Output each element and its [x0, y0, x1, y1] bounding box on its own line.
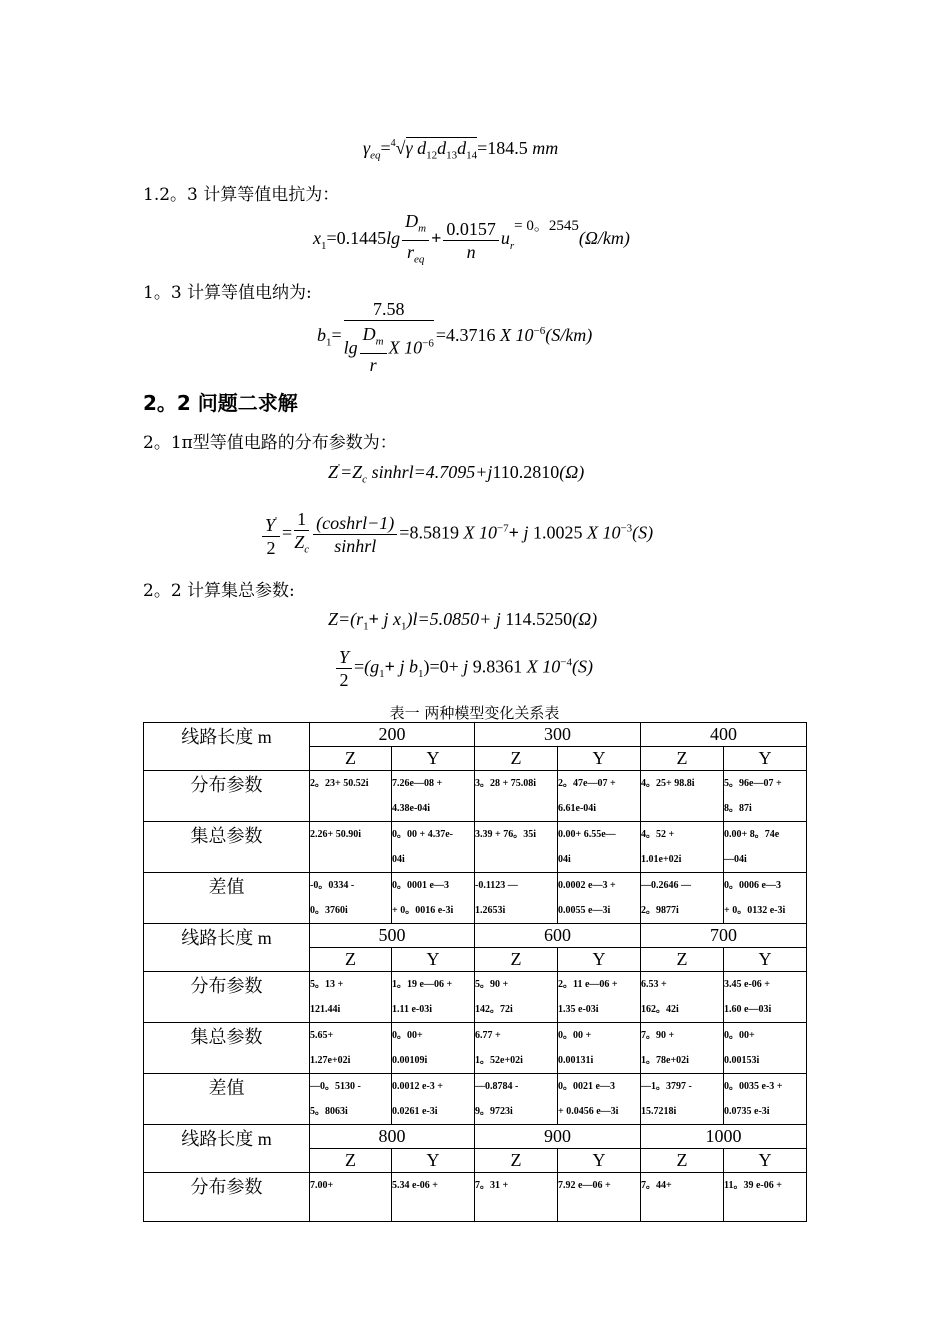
equation-b1	[317, 298, 592, 376]
j-symbol: j	[463, 656, 469, 677]
cell-line: 1。52e+02i	[475, 1055, 523, 1066]
frac-num: 0.0157	[443, 218, 499, 241]
frac-den: Z	[294, 532, 305, 552]
table-cell	[392, 1023, 475, 1074]
eq-term: =Z	[340, 462, 363, 482]
section-2-2-heading: 2。2 计算集总参数:	[143, 581, 295, 601]
equals: =	[282, 522, 293, 543]
cell-line: 0。00 + 4.37e-	[392, 829, 453, 840]
eq-symbol: b	[317, 324, 326, 345]
length-value: 800	[310, 1125, 475, 1149]
length-value: 300	[475, 723, 641, 747]
table-cell	[641, 771, 724, 822]
table-cell	[558, 771, 641, 822]
eq-sub: 1	[417, 668, 424, 681]
exponent: −3	[620, 522, 633, 535]
frac-num: D	[362, 324, 376, 344]
table-cell	[558, 1173, 641, 1222]
table-row	[144, 822, 807, 873]
row-label: 差值	[144, 1074, 310, 1125]
cell-line: 0。0021 e—3	[558, 1081, 615, 1092]
eq-value: sinhrl=4.7095+	[367, 462, 488, 482]
z-header: Z	[475, 1149, 558, 1173]
length-value: 900	[475, 1125, 641, 1149]
eq-sub: 1	[400, 620, 407, 633]
cell-line: —04i	[724, 854, 747, 865]
eq-unit: (S)	[571, 656, 593, 677]
equation-gamma-eq: $\gamma_{eq}=^4√\gamma$ $d_{12}d_{13}d_{14}=184.5$ mm	[363, 138, 559, 162]
x-symbol: x	[392, 609, 401, 629]
frac-den: r	[406, 241, 414, 262]
row-label-length: 线路长度 m	[144, 1125, 310, 1173]
frac-num: Y	[336, 646, 352, 669]
eq-sub: eq	[370, 149, 381, 162]
cell-line: -0。0334 -	[310, 880, 355, 891]
cell-line: 2。11 e—06 +	[558, 979, 618, 990]
table-cell	[641, 822, 724, 873]
table-cell	[641, 873, 724, 924]
table-cell	[475, 822, 558, 873]
prime: '	[275, 514, 277, 527]
frac-den: 2	[266, 537, 276, 558]
cell-line: 5。13 +	[310, 979, 344, 990]
cell-line: 3.45 e-06 +	[724, 979, 770, 990]
times-ten: X 10	[586, 522, 621, 543]
table-cell	[558, 822, 641, 873]
cell-line: 0。3760i	[310, 905, 348, 916]
y-header: Y	[558, 1149, 641, 1173]
eq-symbol: γ	[363, 138, 371, 158]
table-cell	[558, 1023, 641, 1074]
row-label: 分布参数	[144, 771, 310, 822]
z-header: Z	[310, 948, 392, 972]
z-header: Z	[641, 747, 724, 771]
table-cell	[724, 1074, 807, 1125]
fraction-b1	[344, 298, 434, 376]
sub-13: 13	[446, 149, 458, 162]
radicand: γ $d_{12}d_{13}d_{14}$	[405, 138, 478, 162]
frac-den: n	[466, 241, 476, 262]
frac-den-sub: eq	[413, 253, 425, 266]
table-cell	[558, 972, 641, 1023]
table-length-row	[144, 723, 807, 747]
cell-line: 5。96e—07 +	[724, 778, 782, 789]
fraction-y-2	[262, 510, 280, 559]
row-label-length: 线路长度 m	[144, 924, 310, 972]
j-symbol: j	[487, 462, 493, 482]
sqrt-icon: √	[395, 138, 406, 158]
plus-sign: +	[368, 609, 379, 629]
table-cell	[724, 972, 807, 1023]
frac-num: (coshrl−1)	[313, 512, 397, 535]
cell-line: 162。42i	[641, 1004, 679, 1015]
table-cell	[724, 771, 807, 822]
table-cell	[641, 1173, 724, 1222]
y-header: Y	[724, 1149, 807, 1173]
equation-z	[328, 609, 597, 633]
cell-line: 0.00+ 8。74e	[724, 829, 780, 840]
eq-term: (r	[350, 609, 364, 629]
eq-sub: 1	[379, 668, 385, 681]
cell-line: 3.39 + 76。35i	[475, 829, 536, 840]
length-value: 500	[310, 924, 475, 948]
table-cell	[310, 1173, 392, 1222]
data-table	[143, 722, 807, 1222]
frac-den: 2	[339, 670, 349, 690]
z-header: Z	[310, 747, 392, 771]
y-header: Y	[724, 948, 807, 972]
frac-num: 7.58	[344, 298, 434, 321]
table-cell	[475, 771, 558, 822]
sub-14: 14	[466, 149, 478, 162]
cell-line: 0.00+ 6.55e—	[558, 829, 616, 840]
fraction-y-2	[336, 646, 352, 691]
eq-sub: 1	[321, 239, 327, 252]
cell-line: 0。00+	[724, 1030, 755, 1041]
equation-y-half	[334, 646, 593, 691]
cell-line: 6.77 +	[475, 1030, 501, 1041]
cell-line: 04i	[558, 854, 571, 865]
cell-line: 1.35 e-03i	[558, 1004, 599, 1015]
root-index: 4	[390, 138, 396, 149]
table-cell	[310, 771, 392, 822]
eq-symbol: x	[313, 228, 321, 249]
cell-line: 7.92 e—06 +	[558, 1180, 611, 1191]
eq-symbol: Z=	[328, 609, 351, 629]
cell-line: 3。28 + 75.08i	[475, 778, 536, 789]
exponent: −4	[560, 656, 572, 669]
eq-result: = 0。2545	[514, 218, 579, 235]
cell-line: 0.0261 e-3i	[392, 1106, 438, 1117]
fraction-n	[443, 218, 499, 263]
cell-line: 1。78e+02i	[641, 1055, 689, 1066]
exponent: −6	[533, 324, 546, 337]
cell-line: 5.65+	[310, 1030, 334, 1041]
u-symbol: u	[500, 228, 510, 249]
cell-line: 7。44+	[641, 1180, 672, 1191]
table-cell	[392, 972, 475, 1023]
cell-line: 7。31 +	[475, 1180, 509, 1191]
row-label-length: 线路长度 m	[144, 723, 310, 771]
cell-line: 0.0735 e-3i	[724, 1106, 770, 1117]
cell-line: 2.26+ 50.90i	[310, 829, 361, 840]
table-cell	[392, 1173, 475, 1222]
table-row	[144, 972, 807, 1023]
table-cell	[392, 822, 475, 873]
table-row	[144, 771, 807, 822]
exponent: −6	[422, 337, 434, 350]
fraction-1-zc	[294, 508, 309, 561]
eq-unit: mm	[532, 138, 559, 158]
cell-line: 6.53 +	[641, 979, 667, 990]
table-cell	[641, 1023, 724, 1074]
eq-unit: (S)	[632, 522, 654, 543]
z-header: Z	[475, 747, 558, 771]
table-cell	[310, 1074, 392, 1125]
table-cell	[641, 972, 724, 1023]
eq-unit: (S/km)	[545, 324, 593, 345]
eq-value-imag: 1.0025	[532, 522, 583, 543]
frac-num: 1	[294, 508, 309, 531]
eq-symbol: Z	[328, 462, 339, 482]
cell-line: 5。8063i	[310, 1106, 348, 1117]
u-sub: r	[509, 239, 515, 252]
cell-line: 0。0035 e-3 +	[724, 1081, 783, 1092]
times-ten: X 10	[500, 324, 534, 345]
cell-line: 8。87i	[724, 803, 752, 814]
cell-line: + 0。0132 e-3i	[724, 905, 786, 916]
cell-line: —0.8784 -	[475, 1081, 519, 1092]
eq-value: =184.5	[477, 138, 528, 158]
eq-value: =4.3716	[435, 324, 496, 345]
cell-line: 0.0002 e—3 +	[558, 880, 616, 891]
j-symbol: j	[495, 609, 501, 629]
sub-12: 12	[426, 149, 438, 162]
cell-line: 4。52 +	[641, 829, 675, 840]
cell-line: 1.2653i	[475, 905, 506, 916]
j-symbol: j	[523, 522, 529, 543]
cell-line: 1。19 e—06 +	[392, 979, 453, 990]
table-cell	[310, 873, 392, 924]
row-label: 差值	[144, 873, 310, 924]
cell-line: 4.38e-04i	[392, 803, 431, 814]
cell-line: —0。5130 -	[310, 1081, 361, 1092]
radicand-term: γ d	[405, 138, 427, 158]
cell-line: 121.44i	[310, 1004, 341, 1015]
plus-sign: +	[508, 522, 519, 543]
frac-den-sub: c	[304, 543, 310, 556]
length-value: 400	[641, 723, 807, 747]
cell-line: —0.2646 —	[641, 880, 691, 891]
eq-value: )=0+	[423, 656, 459, 677]
table-cell	[310, 822, 392, 873]
cell-line: 0。00+	[392, 1030, 423, 1041]
equation-y-prime-half	[260, 508, 653, 561]
cell-line: + 0.0456 e—3i	[558, 1106, 619, 1117]
cell-line: 5。90 +	[475, 979, 509, 990]
section-1-3-heading: 1。3 计算等值电纳为:	[143, 283, 312, 303]
table-row	[144, 1023, 807, 1074]
cell-line: 9。9723i	[475, 1106, 513, 1117]
z-header: Z	[641, 1149, 724, 1173]
table-length-row	[144, 1125, 807, 1149]
cell-line: 7.26e—08 +	[392, 778, 443, 789]
lg-op: lg	[386, 228, 401, 249]
cell-line: 0.0012 e-3 +	[392, 1081, 443, 1092]
eq-sub: c	[362, 473, 368, 486]
cell-line: 142。72i	[475, 1004, 513, 1015]
eq-value: )l=5.0850+	[406, 609, 492, 629]
eq-term: (g	[364, 656, 380, 677]
row-label: 集总参数	[144, 1023, 310, 1074]
fraction-dm-req	[402, 210, 429, 270]
eq-sub: 1	[326, 336, 332, 349]
equals: =	[354, 656, 365, 677]
table-cell	[724, 1173, 807, 1222]
row-label: 分布参数	[144, 1173, 310, 1222]
cell-line: 0.0055 e—3i	[558, 905, 611, 916]
table-cell	[724, 1023, 807, 1074]
times-ten: X 10	[463, 522, 497, 543]
cell-line: 04i	[392, 854, 405, 865]
eq-value-imag: 9.8361	[472, 656, 523, 677]
table-cell	[475, 873, 558, 924]
cell-line: 2。23+ 50.52i	[310, 778, 369, 789]
section-2-1-heading: 2。1π型等值电路的分布参数为：	[143, 433, 397, 453]
cell-line: 7.00+	[310, 1180, 334, 1191]
y-header: Y	[392, 948, 475, 972]
table-cell	[475, 1173, 558, 1222]
table-cell	[724, 873, 807, 924]
times-ten: X 10	[388, 337, 423, 358]
z-header: Z	[475, 948, 558, 972]
table-row	[144, 1173, 807, 1222]
eq-unit: (Ω)	[572, 609, 598, 629]
table-caption: 表一 两种模型变化关系表	[389, 704, 560, 722]
frac-num-sub: m	[418, 222, 427, 235]
cell-line: 1.60 e—03i	[724, 1004, 772, 1015]
length-value: 600	[475, 924, 641, 948]
lg-op: lg	[343, 337, 358, 358]
cell-line: 0。00 +	[558, 1030, 592, 1041]
cell-line: 7。90 +	[641, 1030, 675, 1041]
table-cell	[558, 873, 641, 924]
cell-line: 1.01e+02i	[641, 854, 682, 865]
table-cell	[310, 1023, 392, 1074]
fraction-dm-r	[360, 323, 387, 376]
section-1-2-3-heading: 1.2。3 计算等值电抗为：	[143, 185, 340, 205]
cell-line: 1.27e+02i	[310, 1055, 351, 1066]
z-header: Z	[310, 1149, 392, 1173]
fraction-cosh-sinh	[313, 512, 397, 557]
eq-value: =8.5819	[399, 522, 459, 543]
equals: =	[331, 324, 342, 345]
cell-line: 15.7218i	[641, 1106, 677, 1117]
eq-unit: (Ω)	[559, 462, 585, 482]
equation-z-prime	[328, 462, 584, 486]
eq-unit: (Ω/km)	[578, 228, 630, 249]
eq-sub: 1	[363, 620, 369, 633]
times-ten: X 10	[526, 656, 561, 677]
plus-sign: +	[431, 228, 442, 249]
length-value: 200	[310, 723, 475, 747]
j-symbol: j	[399, 656, 405, 677]
y-header: Y	[558, 747, 641, 771]
cell-line: 6.61e-04i	[558, 803, 597, 814]
table-cell	[641, 1074, 724, 1125]
eq-value-imag: 114.5250	[505, 609, 573, 629]
y-header: Y	[724, 747, 807, 771]
equation-x1	[313, 210, 630, 270]
frac-num-sub: m	[375, 335, 384, 348]
j-symbol: j	[383, 609, 389, 629]
frac-den: r	[369, 354, 377, 375]
frac-den: sinhrl	[334, 535, 377, 556]
exponent: −7	[496, 522, 509, 535]
table-cell	[475, 972, 558, 1023]
row-label: 集总参数	[144, 822, 310, 873]
cell-line: 2。9877i	[641, 905, 679, 916]
cell-line: 0.00131i	[558, 1055, 594, 1066]
y-header: Y	[392, 1149, 475, 1173]
cell-line: 0。0006 e—3	[724, 880, 781, 891]
y-header: Y	[392, 747, 475, 771]
row-label: 分布参数	[144, 972, 310, 1023]
length-value: 1000	[641, 1125, 807, 1149]
frac-num: D	[405, 211, 419, 231]
table-row	[144, 1074, 807, 1125]
cell-line: 5.34 e-06 +	[392, 1180, 438, 1191]
cell-line: 0.00109i	[392, 1055, 428, 1066]
table-cell	[392, 771, 475, 822]
eq-value-imag: 110.2810	[492, 462, 560, 482]
eq-coef: =0.1445	[326, 228, 387, 249]
cell-line: -0.1123 —	[475, 880, 518, 891]
cell-line: —1。3797 -	[641, 1081, 692, 1092]
table-cell	[392, 873, 475, 924]
cell-line: + 0。0016 e-3i	[392, 905, 454, 916]
cell-line: 2。47e—07 +	[558, 778, 616, 789]
y-header: Y	[558, 948, 641, 972]
b-symbol: b	[408, 656, 418, 677]
table-cell	[392, 1074, 475, 1125]
table-cell	[475, 1023, 558, 1074]
z-header: Z	[641, 948, 724, 972]
frac-num: Y	[265, 514, 276, 535]
table-length-row	[144, 924, 807, 948]
table-cell	[475, 1074, 558, 1125]
cell-line: 0。0001 e—3	[392, 880, 449, 891]
table-cell	[724, 822, 807, 873]
plus-sign: +	[384, 656, 395, 677]
prime: '	[338, 462, 340, 474]
table-cell	[558, 1074, 641, 1125]
section-2-2-title: 2。2 问题二求解	[143, 391, 298, 415]
cell-line: 4。25+ 98.8i	[641, 778, 695, 789]
cell-line: 1.11 e-03i	[392, 1004, 432, 1015]
length-value: 700	[641, 924, 807, 948]
table-row	[144, 873, 807, 924]
cell-line: 11。39 e-06 +	[724, 1180, 782, 1191]
cell-line: 0.00153i	[724, 1055, 760, 1066]
table-cell	[310, 972, 392, 1023]
